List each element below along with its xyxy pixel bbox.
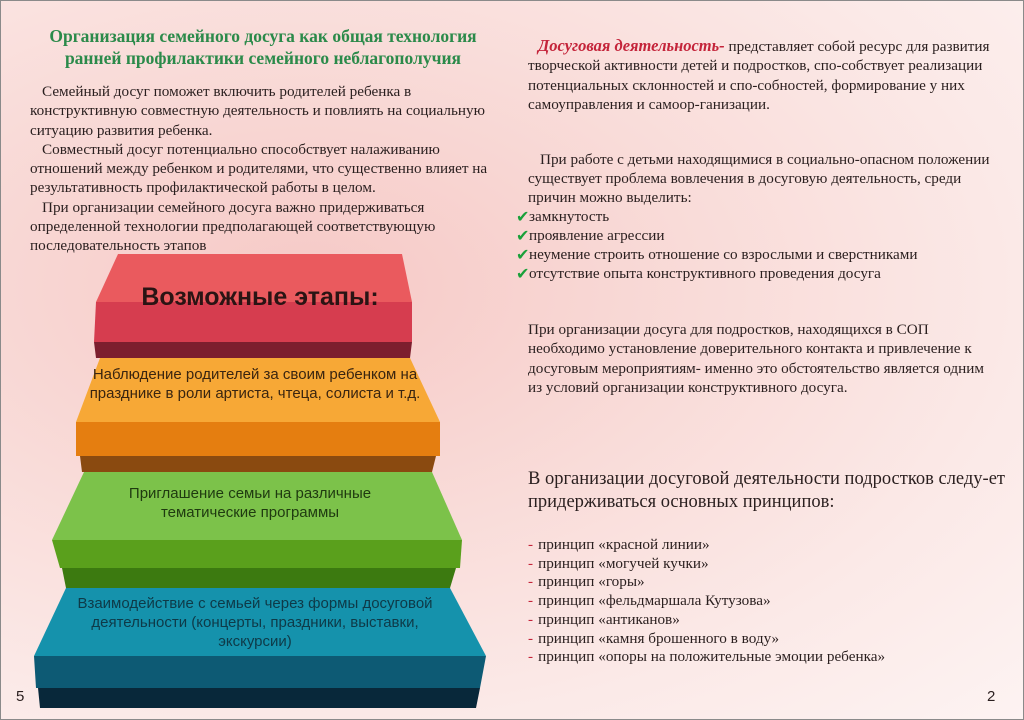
list-item: - принцип «опоры на положительные эмоции ребенка» xyxy=(528,648,886,666)
dash-bullet-icon: - xyxy=(528,610,534,628)
problem-section xyxy=(516,150,998,283)
checkmark-icon: ✔ xyxy=(516,245,530,264)
step-1-text: Наблюдение родителей за своим ребенком на празднике в роли артиста, чтеца, солиста и т.д. xyxy=(89,366,421,402)
principles-list xyxy=(528,536,885,667)
paragraph: При организации семейного досуга важно придерживаться определенной технологии предполагающей соответствующую последовательность этапов xyxy=(30,198,436,255)
checkmark-icon: ✔ xyxy=(516,264,530,283)
list-item: ✔ отсутствие опыта конструктивного проведения досуга xyxy=(516,264,881,283)
checkmark-icon: ✔ xyxy=(516,226,530,245)
principles-heading-block xyxy=(528,468,1008,514)
title-line-1: Организация семейного досуга как общая технология xyxy=(49,26,477,46)
title-line-2: ранней профилактики семейного неблагополучия xyxy=(64,48,462,68)
dash-bullet-icon: - xyxy=(528,648,534,666)
principles-heading: В организации досуговой деятельности подростков следу-ет придерживаться основных принципов: xyxy=(528,469,1006,512)
dash-bullet-icon: - xyxy=(528,536,534,553)
step-3-text: Взаимодействие с семьей через формы досуговой деятельности (концерты, праздники, выставки, экскурсии) xyxy=(77,595,433,650)
list-item: - принцип «могучей кучки» xyxy=(528,554,709,572)
leisure-definition xyxy=(528,36,998,114)
checkmark-icon: ✔ xyxy=(516,207,530,226)
dash-bullet-icon: - xyxy=(528,592,534,610)
list-item: - принцип «горы» xyxy=(528,573,645,591)
dash-bullet-icon: - xyxy=(528,573,534,591)
definition-term: Досуговая деятельность- xyxy=(538,36,725,55)
list-item: ✔ проявление агрессии xyxy=(516,226,665,245)
list-item: - принцип «антиканов» xyxy=(528,610,680,628)
problem-text: При работе с детьми находящимися в социально-опасном положении существует проблема вовлечения в досуговую деятельность, среди причин можно выделить: xyxy=(528,151,990,206)
list-item: - принцип «камня брошенного в воду» xyxy=(528,629,780,647)
list-item: ✔ неумение строить отношение со взрослыми и сверстниками xyxy=(516,245,918,264)
dash-bullet-icon: - xyxy=(528,554,534,572)
organization-text: При организации досуга для подростков, находящихся в СОП необходимо установление доверительного контакта и привлечение к досуговым мероприятиям- именно это обстоятельство является одним из условий организации конструктивного досуга. xyxy=(528,321,984,396)
step-2-text: Приглашение семьи на различные тематические программы xyxy=(128,485,372,521)
dash-bullet-icon: - xyxy=(528,629,534,647)
reasons-list xyxy=(516,207,998,283)
list-item: ✔ замкнутость xyxy=(516,207,610,226)
paragraph: Семейный досуг поможет включить родителей ребенка в конструктивную совместную деятельность и повлиять на социальную ситуацию развития ребенка. xyxy=(30,83,485,139)
definition-text: представляет собой ресурс для развития творческой активности детей и подростков, спо-собствует реализации потенциальных склонностей и спо-собностей, формирование у них самоуправления и самоор-ганизации. xyxy=(528,38,990,113)
organization-section xyxy=(528,320,998,397)
list-item: - принцип «красной линии» xyxy=(528,536,710,553)
page-number-right: 2 xyxy=(987,688,996,705)
stairs-heading: Возможные этапы: xyxy=(141,283,379,311)
list-item: - принцип «фельдмаршала Кутузова» xyxy=(528,592,771,610)
page-number-left: 5 xyxy=(16,688,25,705)
paragraph: Совместный досуг потенциально способствует налаживанию отношений между ребенком и родителями, что существенно влияет на результативность профилактической работы в целом. xyxy=(30,140,488,197)
